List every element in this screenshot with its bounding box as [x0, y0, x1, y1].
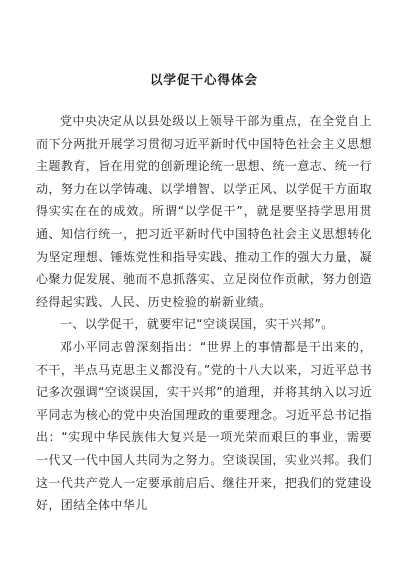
- paragraph-intro: 党中央决定从以县处级以上领导干部为重点，在全党自上而下分两批开展学习贯彻习近平新时代中国特色社会主义思想主题教育，旨在用党的创新理论统一思想、统一意志、统一行动，努力在以学铸魂、以学增智、以学正风、以学促干方面取得实实在在的成效。所谓“以学促干”，就是要坚持学思用贯通、知信行统一，把习近平新时代中国特色社会主义思想转化为坚定理想、锤炼党性和指导实践、推动工作的强大力量，凝心聚力促发展、驰而不息抓落实、立足岗位作贡献，努力创造经得起实践、人民、历史检验的崭新业绩。: [36, 114, 372, 309]
- paragraph-section-heading: 一、以学促干，就要牢记“空谈误国，实干兴邦”。: [60, 317, 334, 332]
- document-title: 以学促干心得体会: [149, 72, 258, 87]
- paragraph-body: 邓小平同志曾深刻指出：“世界上的事情都是干出来的，不干，半点马克思主义都没有。”党的十八大以来，习近平总书记多次强调“空谈误国，实干兴邦”的道理，并将其纳入以习近平同志为核心的党中央治国理政的重要理念。习近平总书记指出：“实现中华民族伟大复兴是一项光荣而艰巨的事业，需要一代又一代中国人共同为之努力。空谈误国，实业兴邦。我们这一代共产党人一定要承前启后、继往开来，把我们的党建设好，团结全体中华儿: [36, 339, 372, 513]
